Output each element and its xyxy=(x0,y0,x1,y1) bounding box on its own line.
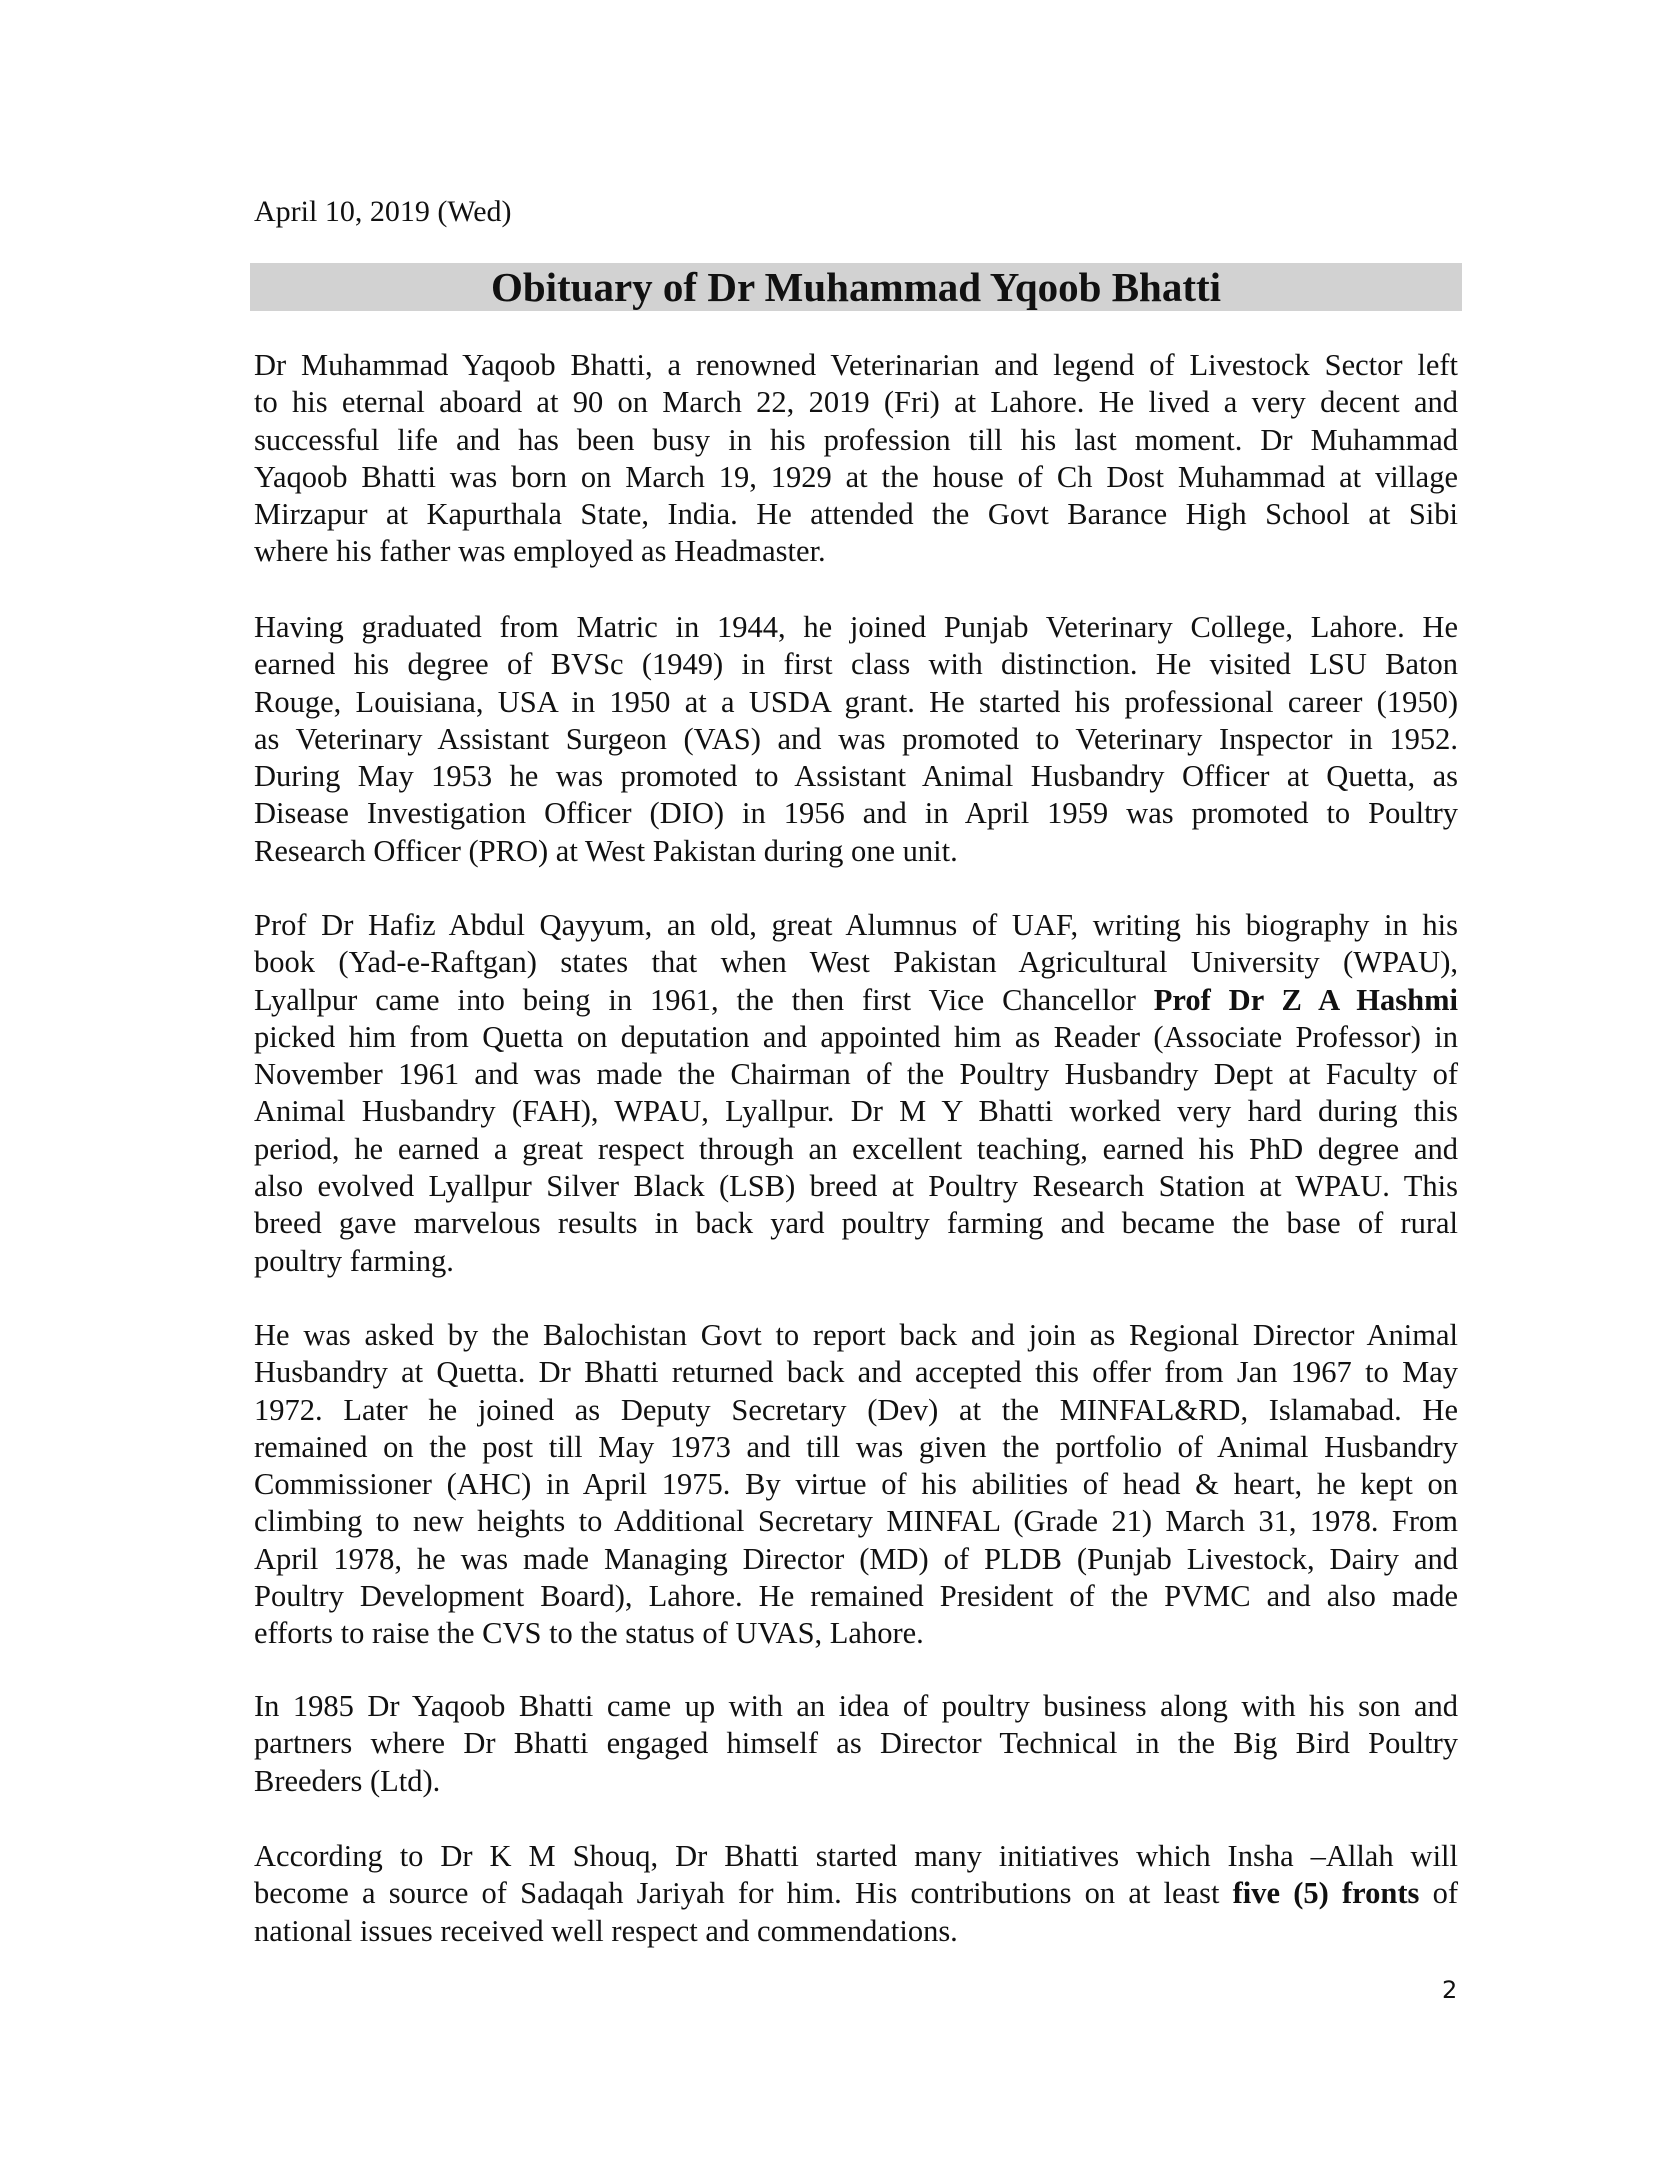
title-banner xyxy=(250,263,1462,311)
text-line: partners where Dr Bhatti engaged himself as Director Technical in the Big Bird Poultry xyxy=(254,1726,1458,1761)
text-line: book (Yad-e-Raftgan) states that when West Pakistan Agricultural University (WPAU), xyxy=(254,945,1458,980)
text-line: Rouge, Louisiana, USA in 1950 at a USDA grant. He started his professional career (1950) xyxy=(254,684,1458,719)
text-line: also evolved Lyallpur Silver Black (LSB) breed at Poultry Research Station at WPAU. This xyxy=(254,1169,1458,1204)
bold-text: five (5) fronts xyxy=(1232,1876,1420,1911)
text-line: national issues received well respect and commendations. xyxy=(254,1913,958,1948)
text-line: poultry farming. xyxy=(254,1243,454,1278)
text-line: Dr Muhammad Yaqoob Bhatti, a renowned Veterinarian and legend of Livestock Sector left xyxy=(254,348,1458,382)
text-line: Disease Investigation Officer (DIO) in 1956 and in April 1959 was promoted to Poultry xyxy=(254,796,1458,831)
text-line: According to Dr K M Shouq, Dr Bhatti started many initiatives which Insha –Allah will xyxy=(254,1839,1458,1873)
text-line: Poultry Development Board), Lahore. He remained President of the PVMC and also made xyxy=(254,1579,1458,1614)
text-line: climbing to new heights to Additional Secretary MINFAL (Grade 21) March 31, 1978. From xyxy=(254,1504,1458,1539)
text-line: breed gave marvelous results in back yard poultry farming and became the base of rural xyxy=(254,1206,1458,1241)
text-line: Commissioner (AHC) in April 1975. By virtue of his abilities of head & heart, he kept on xyxy=(254,1467,1458,1502)
text-line: period, he earned a great respect through an excellent teaching, earned his PhD degree and xyxy=(254,1131,1458,1166)
page-number: 2 xyxy=(1442,1976,1458,2004)
bold-text: Prof Dr Z A Hashmi xyxy=(1153,982,1458,1017)
text-line: Lyallpur came into being in 1961, the then first Vice Chancellor Prof Dr Z A Hashmi xyxy=(254,982,1458,1017)
text-line: Yaqoob Bhatti was born on March 19, 1929 at the house of Ch Dost Muhammad at village xyxy=(254,459,1458,494)
text-line: Husbandry at Quetta. Dr Bhatti returned back and accepted this offer from Jan 1967 to May xyxy=(254,1355,1458,1390)
paragraph-5 xyxy=(254,1688,1458,1800)
text-line: become a source of Sadaqah Jariyah for him. His contributions on at least five (5) fronts of xyxy=(254,1876,1458,1911)
paragraph-1 xyxy=(254,347,1458,571)
paragraph-3 xyxy=(254,907,1458,1280)
text-line: Prof Dr Hafiz Abdul Qayyum, an old, great Alumnus of UAF, writing his biography in his xyxy=(254,908,1458,942)
text-line: as Veterinary Assistant Surgeon (VAS) and was promoted to Veterinary Inspector in 1952. xyxy=(254,721,1458,756)
text-line: November 1961 and was made the Chairman of the Poultry Husbandry Dept at Faculty of xyxy=(254,1057,1458,1092)
text-line: to his eternal aboard at 90 on March 22, 2019 (Fri) at Lahore. He lived a very decent and xyxy=(254,385,1458,420)
text-line: Breeders (Ltd). xyxy=(254,1763,441,1798)
text-line: picked him from Quetta on deputation and appointed him as Reader (Associate Professor) in xyxy=(254,1019,1458,1054)
text-line: 1972. Later he joined as Deputy Secretary (Dev) at the MINFAL&RD, Islamabad. He xyxy=(254,1392,1458,1427)
paragraph-6 xyxy=(254,1838,1458,1950)
text-line: Research Officer (PRO) at West Pakistan during one unit. xyxy=(254,833,958,868)
text-line: where his father was employed as Headmaster. xyxy=(254,534,826,569)
text-line: During May 1953 he was promoted to Assistant Animal Husbandry Officer at Quetta, as xyxy=(254,759,1458,794)
paragraph-4 xyxy=(254,1317,1458,1653)
text-line: successful life and has been busy in his profession till his last moment. Dr Muhammad xyxy=(254,422,1458,457)
paragraph-2 xyxy=(254,609,1458,870)
document-title: Obituary of Dr Muhammad Yqoob Bhatti xyxy=(490,264,1222,310)
text-line: Having graduated from Matric in 1944, he joined Punjab Veterinary College, Lahore. He xyxy=(254,610,1458,644)
text-line: Mirzapur at Kapurthala State, India. He attended the Govt Barance High School at Sibi xyxy=(254,497,1458,532)
document-date: April 10, 2019 (Wed) xyxy=(254,195,512,228)
text-line: efforts to raise the CVS to the status of UVAS, Lahore. xyxy=(254,1616,924,1651)
text-line: In 1985 Dr Yaqoob Bhatti came up with an idea of poultry business along with his son and xyxy=(254,1689,1458,1723)
text-line: earned his degree of BVSc (1949) in first class with distinction. He visited LSU Baton xyxy=(254,647,1458,682)
text-line: Animal Husbandry (FAH), WPAU, Lyallpur. Dr M Y Bhatti worked very hard during this xyxy=(254,1094,1458,1129)
text-line: remained on the post till May 1973 and till was given the portfolio of Animal Husbandry xyxy=(254,1429,1458,1464)
text-line: April 1978, he was made Managing Director (MD) of PLDB (Punjab Livestock, Dairy and xyxy=(254,1541,1458,1576)
text-line: He was asked by the Balochistan Govt to report back and join as Regional Director Animal xyxy=(254,1318,1458,1352)
